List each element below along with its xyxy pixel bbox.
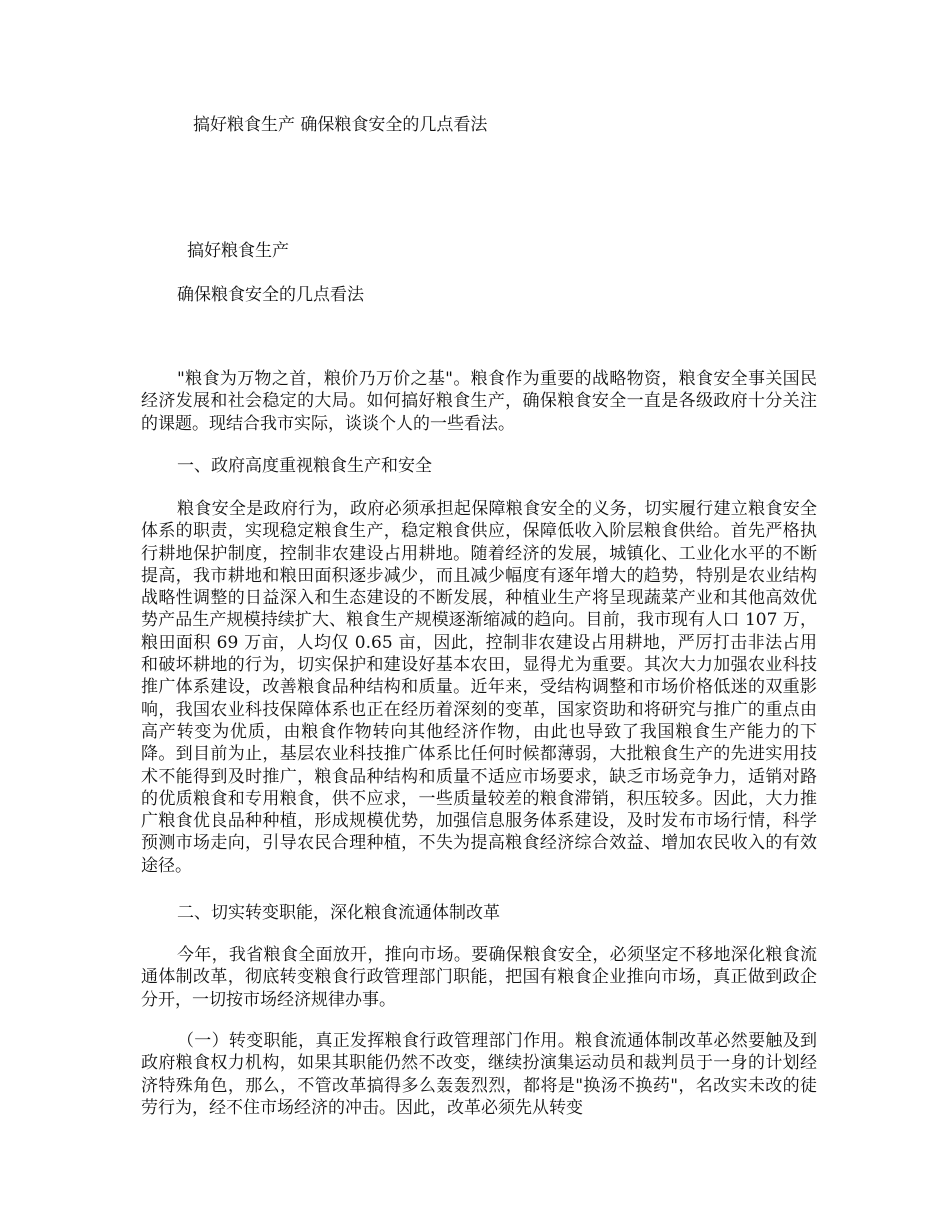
document-title: 搞好粮食生产 确保粮食安全的几点看法 xyxy=(193,115,488,135)
subtitle-line-1: 搞好粮食生产 xyxy=(187,241,289,261)
section-1-paragraph: 粮食安全是政府行为，政府必须承担起保障粮食安全的义务，切实履行建立粮食安全体系的职责，实现稳定粮食生产，稳定粮食供应，保障低收入阶层粮食供给。首先严格执行耕地保护制度，控制非农建设占用耕地。随着经济的发展，城镇化、工业化水平的不断提高，我市耕地和粮田面积逐步减少，而且减少幅度有逐年增大的趋势，特别是农业结构战略性调整的日益深入和生态建设的不断发展，种植业生产将呈现蔬菜产业和其他高效优势产品生产规模持续扩大、粮食生产规模逐渐缩减的趋向。目前，我市现有人口 107 万，粮田面积 69 万亩，人均仅 0.65 亩，因此，控制非农建设占用耕地，严厉打击非法占用和破坏耕地的行为，切实保护和建设好基本农田，显得尤为重要。其次大力加强农业科技推广体系建设，改善粮食品种结构和质量。近年来，受结构调整和市场价格低迷的双重影响，我国农业科技保障体系也正在经历着深刻的变革，国家资助和将研究与推广的重点由高产转变为优质，由粮食作物转向其他经济作物，由此也导致了我国粮食生产能力的下降。到目前为止，基层农业科技推广体系比任何时候都薄弱，大批粮食生产的先进实用技术不能得到及时推广，粮食品种结构和质量不适应市场要求，缺乏市场竞争力，适销对路的优质粮食和专用粮食，供不应求，一些质量较差的粮食滞销，积压较多。因此，大力推广粮食优良品种种植，形成规模优势，加强信息服务体系建设，及时发布市场行情，科学预测市场走向，引导农民合理种植，不失为提高粮食经济综合效益、增加农民收入的有效途径。 xyxy=(141,499,817,876)
section-2-paragraph: 今年，我省粮食全面放开，推向市场。要确保粮食安全，必须坚定不移地深化粮食流通体制改革，彻底转变粮食行政管理部门职能，把国有粮食企业推向市场，真正做到政企分开，一切按市场经济规律办事。 xyxy=(141,945,817,1010)
section-1-heading: 一、政府高度重视粮食生产和安全 xyxy=(177,456,432,476)
subtitle-line-2: 确保粮食安全的几点看法 xyxy=(177,285,364,305)
section-2-subsection-1-paragraph: （一）转变职能，真正发挥粮食行政管理部门作用。粮食流通体制改革必然要触及到政府粮食权力机构，如果其职能仍然不改变，继续扮演集运动员和裁判员于一身的计划经济特殊角色，那么，不管改革搞得多么轰轰烈烈，都将是"换汤不换药"，名改实未改的徒劳行为，经不住市场经济的冲击。因此，改革必须先从转变 xyxy=(141,1031,817,1118)
intro-paragraph: "粮食为万物之首，粮价乃万价之基"。粮食作为重要的战略物资，粮食安全事关国民经济发展和社会稳定的大局。如何搞好粮食生产，确保粮食安全一直是各级政府十分关注的课题。现结合我市实际，谈谈个人的一些看法。 xyxy=(141,369,817,434)
section-2-heading: 二、切实转变职能，深化粮食流通体制改革 xyxy=(177,903,500,923)
